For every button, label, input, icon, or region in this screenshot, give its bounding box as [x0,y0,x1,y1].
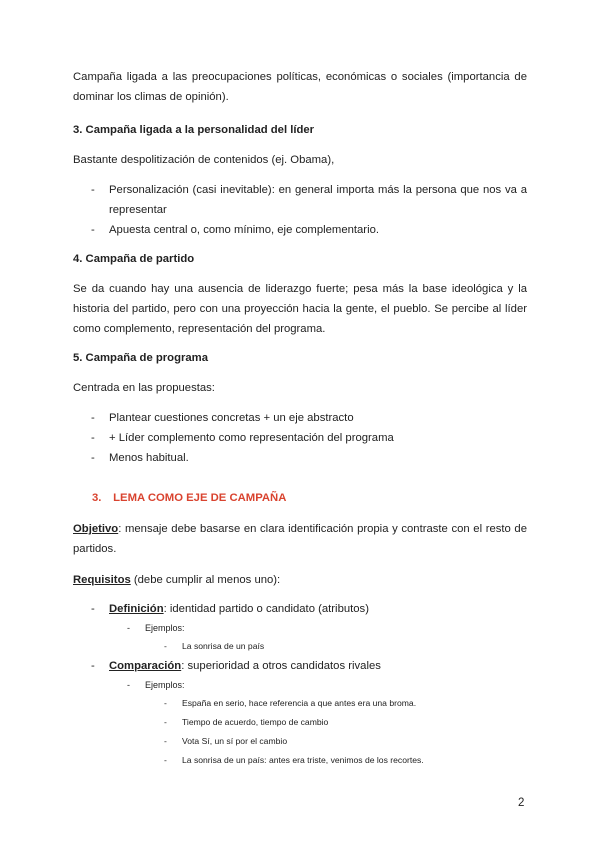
examples-label: Ejemplos: [145,680,185,690]
section-3-title: 3. Campaña ligada a la personalidad del líder [73,124,315,136]
dash-marker: - [127,623,130,633]
dash-marker: - [91,432,95,444]
list-item [0,751,600,770]
example-text: La sonrisa de un país [182,641,265,651]
section-5-paragraph: Centrada en las propuestas: [73,382,215,394]
dash-marker: - [164,755,167,765]
main-heading-number: 3. [92,492,102,504]
list-item [0,620,600,637]
requisitos-text: (debe cumplir al menos uno): [130,574,281,586]
objetivo-label: Objetivo [73,523,119,535]
requisitos-label: Requisitos [73,574,131,586]
section-5-title: 5. Campaña de programa [73,352,208,364]
dash-marker: - [164,698,167,708]
list-item-definicion [0,599,600,619]
intro-paragraph: Campaña ligada a las preocupaciones políticas, económicas o sociales (importancia de dominar los climas de opinión). [73,71,527,103]
section-4-title: 4. Campaña de partido [73,253,195,265]
section-3-list [0,180,600,240]
section-4-paragraph: Se da cuando hay una ausencia de liderazgo fuerte; pesa más la base ideológica y la historia del partido, pero con una proyección hacia la gente, el pueblo. Se percibe al líder como complemento, representación del programa. [73,283,527,335]
example-text: Vota Sí, un sí por el cambio [182,736,288,746]
list-item [0,637,600,656]
dash-marker: - [164,736,167,746]
page-number: 2 [518,797,525,809]
list-item-text: Plantear cuestiones concretas + un eje abstracto [109,412,354,424]
dash-marker: - [164,717,167,727]
list-item-text: Menos habitual. [109,452,189,464]
list-item [0,694,600,713]
dash-marker: - [91,224,95,236]
definicion-label: Definición [109,603,164,615]
definicion-text: : identidad partido o candidato (atributos) [163,603,369,615]
list-item [0,448,600,468]
dash-marker: - [127,680,130,690]
list-item-text: Apuesta central o, como mínimo, eje complementario. [109,224,379,236]
list-item-text [109,599,527,619]
dash-marker: - [91,412,95,424]
objetivo-paragraph [73,519,527,559]
section-3-paragraph: Bastante despolitización de contenidos (ej. Obama), [73,154,335,166]
list-item [0,677,600,694]
section-5-list [0,408,600,468]
dash-marker: - [91,452,95,464]
dash-marker: - [91,184,95,196]
dash-marker: - [91,603,95,615]
list-item [0,732,600,751]
example-text: España en serio, hace referencia a que antes era una broma. [182,698,417,708]
list-item-text: Personalización (casi inevitable): en general importa más la persona que nos va a representar [109,184,527,216]
objetivo-text: : mensaje debe basarse en clara identificación propia y contraste con el resto de partidos. [73,523,527,555]
example-text: Tiempo de acuerdo, tiempo de cambio [182,717,329,727]
example-text: La sonrisa de un país: antes era triste, venimos de los recortes. [182,755,424,765]
main-heading-title: LEMA COMO EJE DE CAMPAÑA [113,492,287,504]
list-item [0,180,600,220]
list-item [0,220,600,240]
examples-label: Ejemplos: [145,623,185,633]
main-heading [92,488,546,508]
list-item [0,713,600,732]
dash-marker: - [91,660,95,672]
comparacion-label: Comparación [109,660,182,672]
requisitos-paragraph [73,570,527,590]
dash-marker: - [164,641,167,651]
comparacion-text: : superioridad a otros candidatos rivales [181,660,381,672]
requisitos-list [0,599,600,770]
list-item [0,408,600,428]
list-item-comparacion [0,656,600,676]
list-item [0,428,600,448]
list-item-text [109,656,527,676]
list-item-text: + Líder complemento como representación del programa [109,432,394,444]
